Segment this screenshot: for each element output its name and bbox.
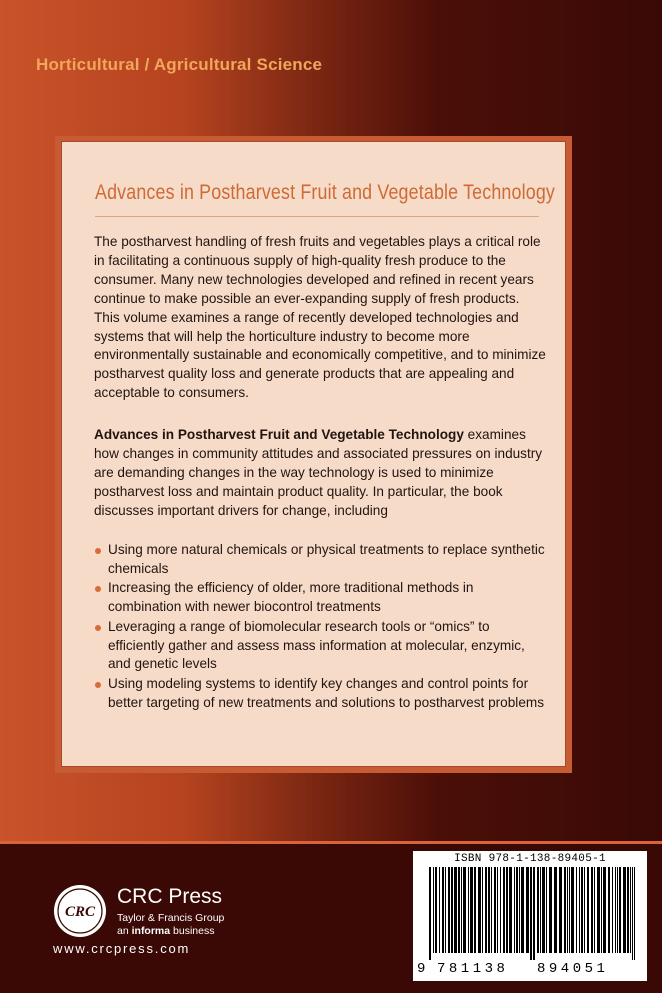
barcode-digits-right: 894051 (537, 961, 609, 977)
barcode-bar (482, 867, 483, 953)
barcode-bar (542, 867, 545, 953)
barcode-bar (448, 867, 450, 953)
publisher-name: CRC Press (117, 885, 223, 908)
subject-category: Horticultural / Agricultural Science (36, 55, 323, 74)
barcode-bar (554, 867, 557, 953)
barcode-bar (608, 867, 610, 953)
barcode-bar (546, 867, 547, 953)
list-item: Using more natural chemicals or physical treatments to replace synthetic chemicals (94, 541, 546, 579)
crc-logo-icon (53, 884, 107, 938)
barcode-bar (569, 867, 570, 953)
barcode-bar (601, 867, 602, 953)
publisher-group: Taylor & Francis Group (117, 912, 225, 924)
barcode-bar (630, 867, 631, 953)
bullet-icon (95, 682, 101, 688)
barcode-bar (571, 867, 574, 953)
barcode-bar (470, 867, 473, 953)
barcode-bar (567, 867, 568, 953)
title-emphasis: Advances in Postharvest Fruit and Vegetable Technology (94, 427, 464, 442)
barcode-bar (526, 867, 529, 953)
paragraph-2-text: examines how changes in community attitudes and associated pressures on industry are demanding changes in the way technology is used to minimize postharvest loss and maintain product quality. In particular, the book discusses important drivers for change, including (94, 427, 543, 518)
barcode-bar (576, 867, 577, 953)
barcode-bar (429, 867, 431, 960)
barcode-bar (519, 867, 520, 953)
barcode-bar (537, 867, 539, 953)
barcode-bar (461, 867, 462, 953)
barcode-bar (503, 867, 505, 953)
publisher-parent: an informa business (117, 925, 215, 937)
barcode-bar (619, 867, 621, 953)
barcode-bar (591, 867, 593, 953)
barcode-bar (617, 867, 618, 953)
bullet-icon (95, 625, 101, 631)
barcode-bar (433, 867, 434, 953)
description-paragraph-2 (94, 426, 546, 521)
barcode-bar (445, 867, 446, 953)
barcode-bar (442, 867, 444, 953)
barcode-bar (549, 867, 552, 953)
barcode-bar (478, 867, 481, 953)
barcode-bar (458, 867, 460, 953)
description-paragraph-1: The postharvest handling of fresh fruits and vegetables plays a critical role in facilitating a continuous supply of high-quality fresh produce to the consumer. Many new technologies developed and refined in recent years continue to make possible an ever-expanding supply of fresh products. This volume examines a range of recently developed technologies and systems that will help the horticulture industry to become more environmentally sustainable and economically competitive, and to minimize postharvest quality loss and generate products that are appealing and acceptable to consumers. (94, 234, 546, 401)
barcode-bar (597, 867, 600, 953)
logo-text: CRC (64, 904, 96, 920)
barcode-bar (603, 867, 606, 953)
title-divider (95, 216, 539, 217)
barcode-bar (634, 867, 635, 960)
barcode-bar (581, 867, 583, 953)
list-item: Increasing the efficiency of older, more traditional methods in combination with newer biocontrol treatments (94, 579, 546, 617)
barcode-bar (533, 867, 535, 960)
barcode-bar (485, 867, 487, 953)
barcode-bars (429, 867, 639, 960)
barcode-bar (627, 867, 629, 953)
barcode-bar (521, 867, 524, 953)
drivers-list (94, 541, 546, 713)
barcode-bar (632, 867, 633, 960)
barcode-bar (612, 867, 613, 953)
barcode-bar (488, 867, 490, 953)
barcode-digit-first: 9 (417, 961, 426, 977)
barcode-bar (491, 867, 492, 953)
barcode-bar (468, 867, 469, 953)
barcode-bar (579, 867, 580, 953)
barcode-bar (463, 867, 466, 953)
barcode-bar (530, 867, 532, 960)
barcode-bar (559, 867, 562, 953)
book-title: Advances in Postharvest Fruit and Vegetable Technology (95, 180, 556, 204)
publisher-url[interactable]: www.crcpress.com (53, 941, 191, 956)
isbn-label: ISBN 978-1-138-89405-1 (454, 853, 606, 865)
barcode-bar (623, 867, 626, 953)
barcode-bar (516, 867, 518, 953)
barcode (413, 851, 647, 981)
barcode-bar (506, 867, 508, 953)
list-item: Leveraging a range of biomolecular research tools or “omics” to efficiently gather and assess mass information at molecular, enzymic, and genetic levels (94, 618, 546, 675)
barcode-bar (509, 867, 512, 953)
list-item: Using modeling systems to identify key changes and control points for better targeting of new treatments and solutions to postharvest problems (94, 675, 546, 713)
barcode-bar (584, 867, 585, 953)
barcode-bar (494, 867, 496, 953)
barcode-bar (500, 867, 501, 953)
barcode-bar (451, 867, 453, 953)
bullet-icon (95, 548, 101, 554)
barcode-bar (615, 867, 616, 953)
barcode-bar (540, 867, 541, 953)
barcode-bar (439, 867, 440, 953)
bullet-icon (95, 586, 101, 592)
barcode-bar (564, 867, 566, 953)
barcode-bar (454, 867, 457, 953)
barcode-bar (474, 867, 476, 953)
barcode-bar (594, 867, 595, 953)
barcode-digits-left: 781138 (437, 961, 509, 977)
barcode-bar (497, 867, 498, 953)
publisher-block (117, 886, 224, 938)
barcode-bar (435, 867, 437, 953)
barcode-bar (587, 867, 589, 953)
barcode-bar (514, 867, 515, 953)
description-panel (61, 141, 566, 767)
barcode-digits (413, 961, 647, 979)
